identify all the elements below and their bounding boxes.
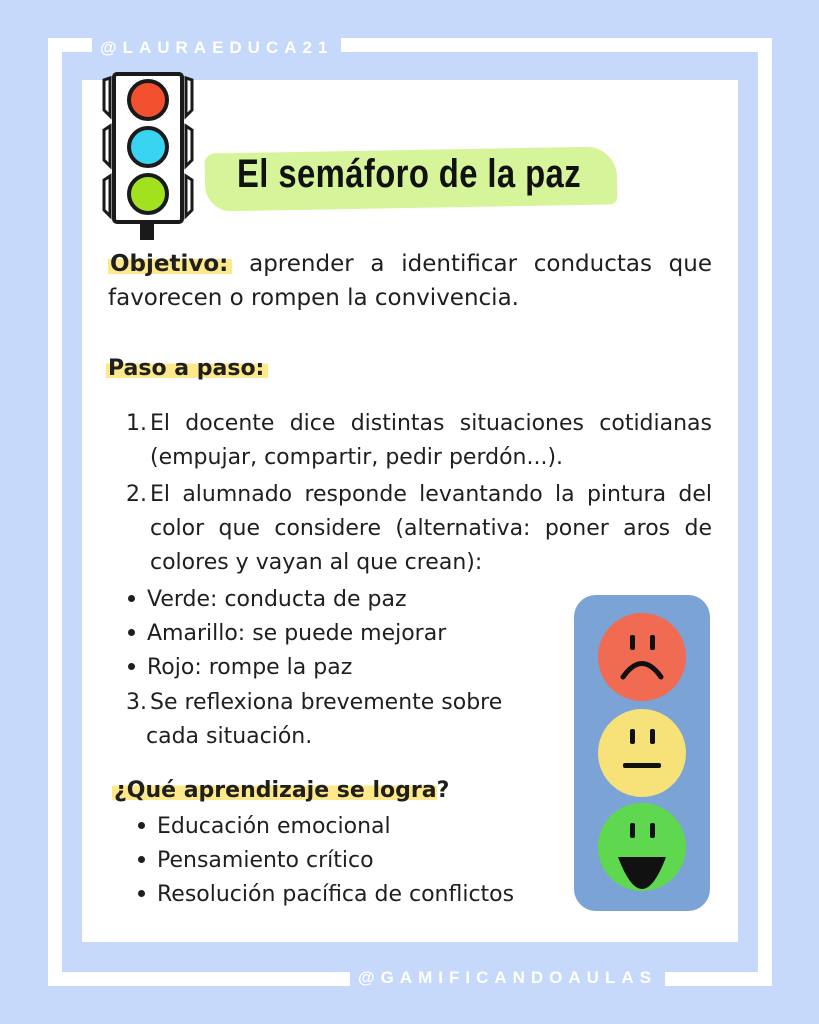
- list-item-red: Rojo: rompe la paz: [128, 651, 352, 685]
- step-2-text: El alumnado responde levantando la pintura del color que considere (alternativa: poner aros de colores y vayan al que crean):: [150, 482, 712, 575]
- learning-heading: ¿Qué aprendizaje se logra?: [114, 778, 450, 803]
- steps-heading: Paso a paso:: [106, 352, 268, 386]
- learning-item: Pensamiento crítico: [138, 844, 374, 878]
- author-handle-top: @LAURAEDUCA21: [92, 38, 341, 58]
- learning-item: Educación emocional: [138, 810, 391, 844]
- learning-item: Resolución pacífica de conflictos: [138, 878, 514, 912]
- objective-label: Objetivo:: [108, 251, 232, 277]
- objective-text: aprender a identificar conductas que favorecen o rompen la convivencia.: [108, 251, 713, 311]
- author-handle-bottom: @GAMIFICANDOAULAS: [350, 968, 665, 988]
- emotion-faces-panel: [574, 595, 710, 911]
- step-3-line-2: cada situación.: [146, 724, 313, 749]
- list-item-yellow: Amarillo: se puede mejorar: [128, 617, 446, 651]
- happy-face-icon: [598, 803, 686, 891]
- neutral-face-icon: [598, 709, 686, 797]
- page-title: El semáforo de la paz: [237, 152, 582, 196]
- objective-paragraph: [108, 247, 712, 315]
- step-3-number: 3.: [126, 690, 147, 715]
- traffic-light-icon: [100, 66, 196, 244]
- list-item-green: Verde: conducta de paz: [128, 583, 407, 617]
- step-3-line-1: Se reflexiona brevemente sobre: [150, 690, 503, 715]
- step-1-text: El docente dice distintas situaciones cotidianas (empujar, compartir, pedir perdón...).: [150, 411, 712, 470]
- sad-face-icon: [598, 613, 686, 701]
- step-2-number: 2.: [126, 482, 147, 507]
- step-1-number: 1.: [126, 411, 147, 436]
